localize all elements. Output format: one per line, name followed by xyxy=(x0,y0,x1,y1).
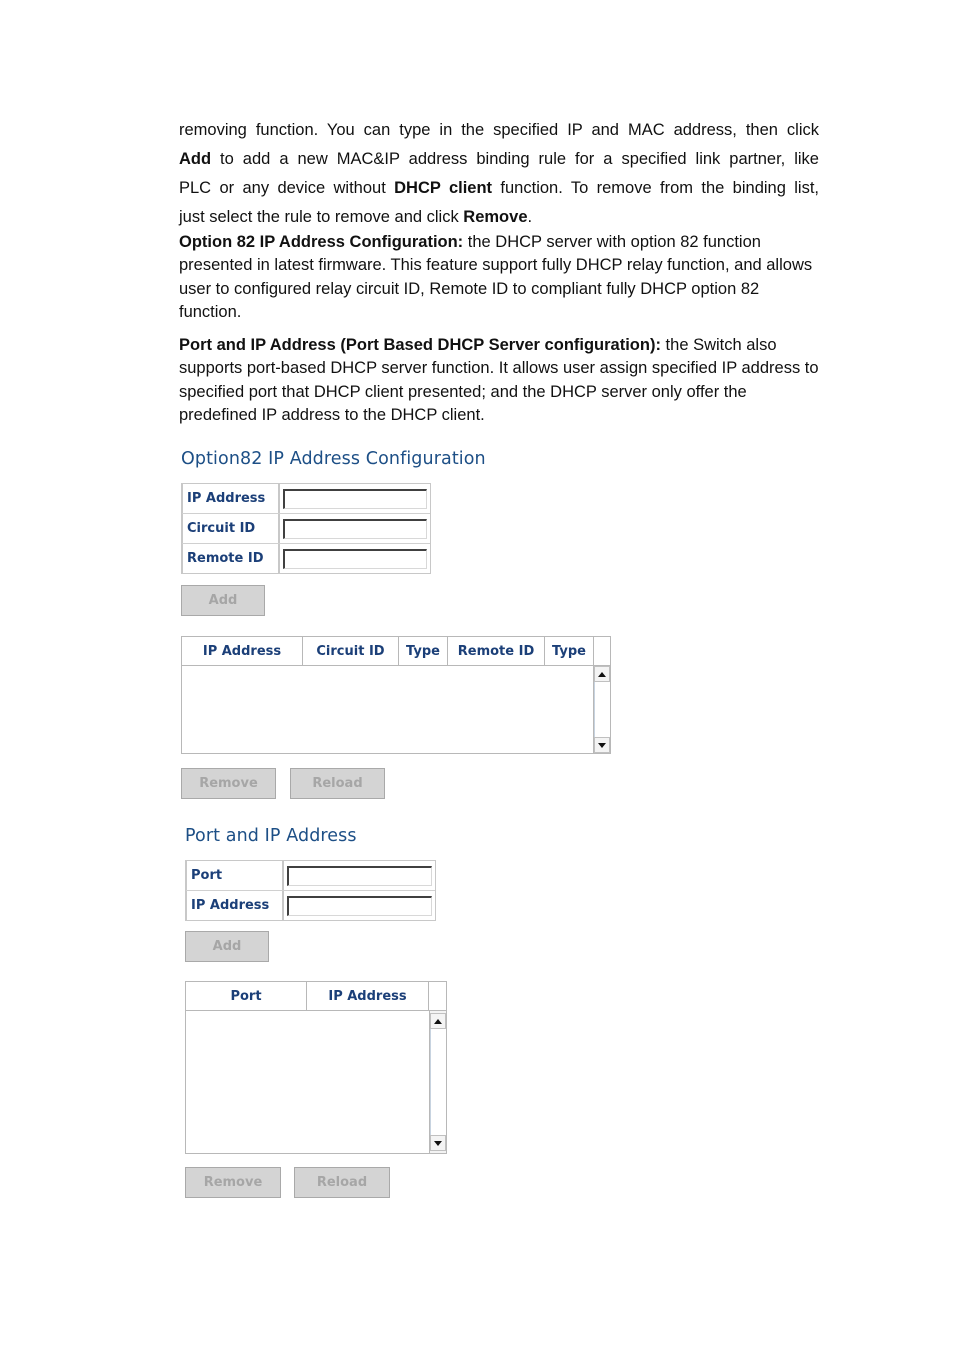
port-input[interactable] xyxy=(287,866,432,886)
option82-list-scrollbar[interactable] xyxy=(593,666,610,753)
intro-line-1: removing function. You can type in the specified IP and MAC address, then click xyxy=(179,121,819,139)
add-keyword: Add xyxy=(179,150,212,168)
option82-form xyxy=(181,483,431,574)
port-ip-list-body xyxy=(186,1011,428,1153)
column-remote-id: Remote ID xyxy=(448,637,545,665)
arrow-up-icon xyxy=(434,1019,442,1024)
scroll-track[interactable] xyxy=(594,682,610,737)
intro-line-4: just select the rule to remove and click Remove. xyxy=(179,208,533,226)
arrow-down-icon xyxy=(434,1141,442,1146)
circuit-id-input[interactable] xyxy=(283,519,427,539)
port-ip-description: Port and IP Address (Port Based DHCP Server configuration): the Switch also supports port-based DHCP server function. It allows user assign specified IP address to specified port that DHCP client presented; and the DHCP server only offer the predefined IP address to the DHCP client. xyxy=(179,336,819,425)
option82-list-header xyxy=(182,637,610,666)
option82-remote-row xyxy=(182,544,430,573)
remote-id-input[interactable] xyxy=(283,549,427,569)
intro-paragraph-binding xyxy=(179,116,819,232)
scroll-down-button[interactable] xyxy=(430,1135,446,1151)
port-ip-remove-button[interactable]: Remove xyxy=(185,1167,281,1198)
port-label: Port xyxy=(186,861,284,890)
port-ip-list-header xyxy=(186,982,446,1011)
remote-id-label: Remote ID xyxy=(182,544,280,573)
option82-heading-inline: Option 82 IP Address Configuration: xyxy=(179,233,464,251)
arrow-down-icon xyxy=(598,743,606,748)
circuit-id-label: Circuit ID xyxy=(182,514,280,543)
option82-remove-button[interactable]: Remove xyxy=(181,768,276,799)
column-type-2: Type xyxy=(545,637,594,665)
port-ip-list-scrollbar[interactable] xyxy=(429,1011,446,1153)
scroll-down-button[interactable] xyxy=(594,737,610,753)
option82-ip-row xyxy=(182,484,430,514)
option82-description: Option 82 IP Address Configuration: the DHCP server with option 82 function presented in latest firmware. This feature support fully DHCP relay function, and allows user to configured relay circuit ID, Remote ID to compliant fully DHCP option 82 function. xyxy=(179,233,813,322)
port-ip-address-row xyxy=(186,891,435,920)
dhcp-client-keyword: DHCP client xyxy=(394,179,493,197)
port-ip-address-input[interactable] xyxy=(287,896,432,916)
option82-binding-list[interactable] xyxy=(181,636,611,754)
option82-add-button[interactable]: Add xyxy=(181,585,265,616)
scroll-track[interactable] xyxy=(430,1029,446,1135)
intro-line-2: Add to add a new MAC&IP address binding rule for a specified link partner, like xyxy=(179,150,819,168)
option82-circuit-row xyxy=(182,514,430,544)
option82-title: Option82 IP Address Configuration xyxy=(181,449,486,469)
port-row xyxy=(186,861,435,891)
intro-line-3: PLC or any device without DHCP client function. To remove from the binding list, xyxy=(179,179,819,197)
ip-address-label: IP Address xyxy=(186,891,284,920)
column-ip-address: IP Address xyxy=(182,637,303,665)
column-ip-address: IP Address xyxy=(307,982,429,1010)
arrow-up-icon xyxy=(598,672,606,677)
column-circuit-id: Circuit ID xyxy=(303,637,399,665)
scroll-up-button[interactable] xyxy=(430,1013,446,1029)
ip-address-label: IP Address xyxy=(182,484,280,513)
option82-ip-address-input[interactable] xyxy=(283,489,427,509)
option82-list-body xyxy=(182,666,592,753)
option82-reload-button[interactable]: Reload xyxy=(290,768,385,799)
remove-keyword: Remove xyxy=(463,208,528,226)
scroll-up-button[interactable] xyxy=(594,666,610,682)
port-ip-heading-inline: Port and IP Address (Port Based DHCP Server configuration): xyxy=(179,336,661,354)
column-port: Port xyxy=(186,982,307,1010)
port-ip-add-button[interactable]: Add xyxy=(185,931,269,962)
column-type: Type xyxy=(399,637,448,665)
port-ip-reload-button[interactable]: Reload xyxy=(294,1167,390,1198)
port-ip-title: Port and IP Address xyxy=(185,826,357,846)
port-ip-form xyxy=(185,860,436,921)
port-ip-list[interactable] xyxy=(185,981,447,1154)
